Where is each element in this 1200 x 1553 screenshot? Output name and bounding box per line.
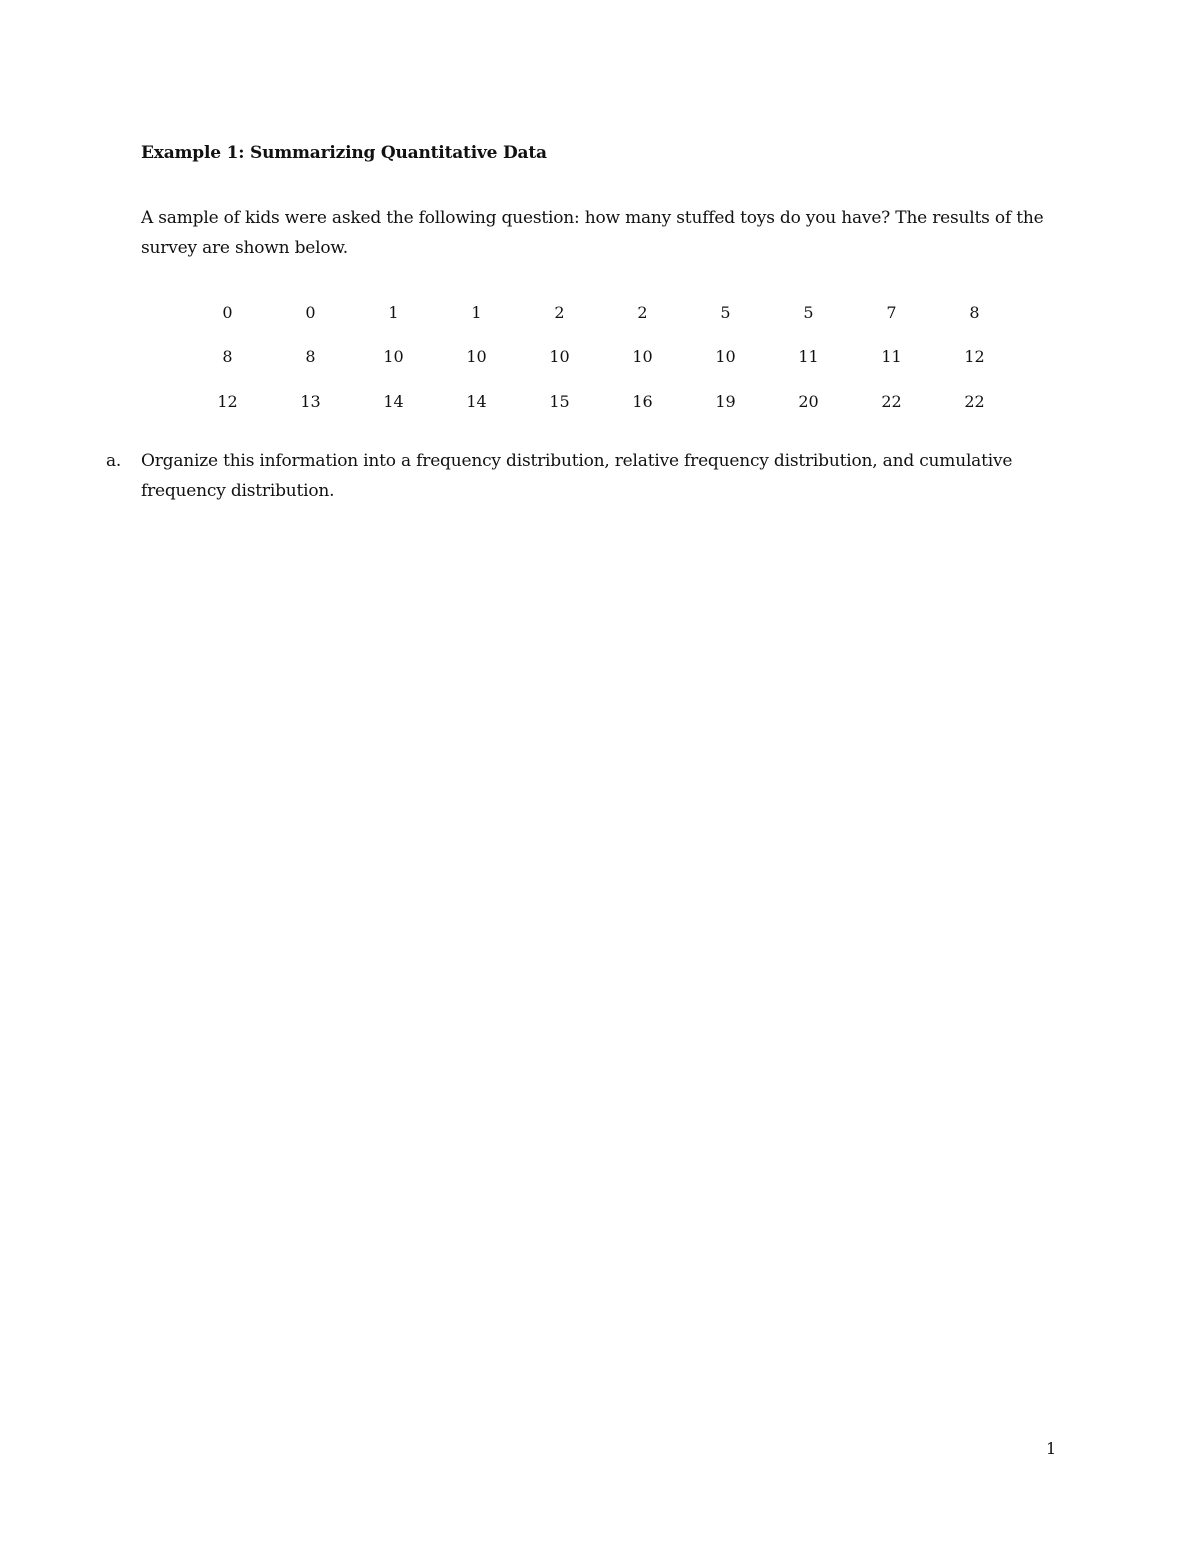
table-cell: 19	[715, 391, 736, 411]
table-cell: 10	[715, 347, 736, 367]
survey-data-table	[186, 290, 1016, 424]
intro-paragraph: A sample of kids were asked the following question: how many stuffed toys do you have? The results of the survey are shown below.	[141, 208, 1044, 258]
table-cell: 14	[466, 391, 487, 411]
table-row	[186, 290, 1016, 335]
table-cell: 11	[798, 347, 819, 367]
table-cell: 13	[300, 391, 321, 411]
table-cell: 12	[964, 347, 985, 367]
table-cell: 11	[881, 347, 902, 367]
table-cell: 5	[803, 302, 814, 322]
table-cell: 14	[383, 391, 404, 411]
table-cell: 12	[217, 391, 238, 411]
table-cell: 10	[466, 347, 487, 367]
table-cell: 22	[881, 391, 902, 411]
table-cell: 10	[383, 347, 404, 367]
table-cell: 8	[222, 347, 233, 367]
table-cell: 2	[637, 302, 648, 322]
table-cell: 8	[969, 302, 980, 322]
table-row	[186, 379, 1016, 424]
table-cell: 2	[554, 302, 565, 322]
page-number: 1	[1046, 1439, 1057, 1458]
table-row	[186, 335, 1016, 380]
table-cell: 0	[305, 302, 316, 322]
table-cell: 22	[964, 391, 985, 411]
table-cell: 0	[222, 302, 233, 322]
table-cell: 10	[549, 347, 570, 367]
table-cell: 15	[549, 391, 570, 411]
table-cell: 7	[886, 302, 897, 322]
table-cell: 20	[798, 391, 819, 411]
table-cell: 16	[632, 391, 653, 411]
table-cell: 8	[305, 347, 316, 367]
question-text: Organize this information into a frequency distribution, relative frequency distribution, and cumulative frequency distribution.	[141, 451, 1013, 501]
table-cell: 5	[720, 302, 731, 322]
table-cell: 1	[471, 302, 482, 322]
question-label: a.	[106, 451, 122, 471]
example-heading: Example 1: Summarizing Quantitative Data	[141, 143, 547, 163]
table-cell: 1	[388, 302, 399, 322]
question-a	[106, 446, 1056, 506]
table-cell: 10	[632, 347, 653, 367]
